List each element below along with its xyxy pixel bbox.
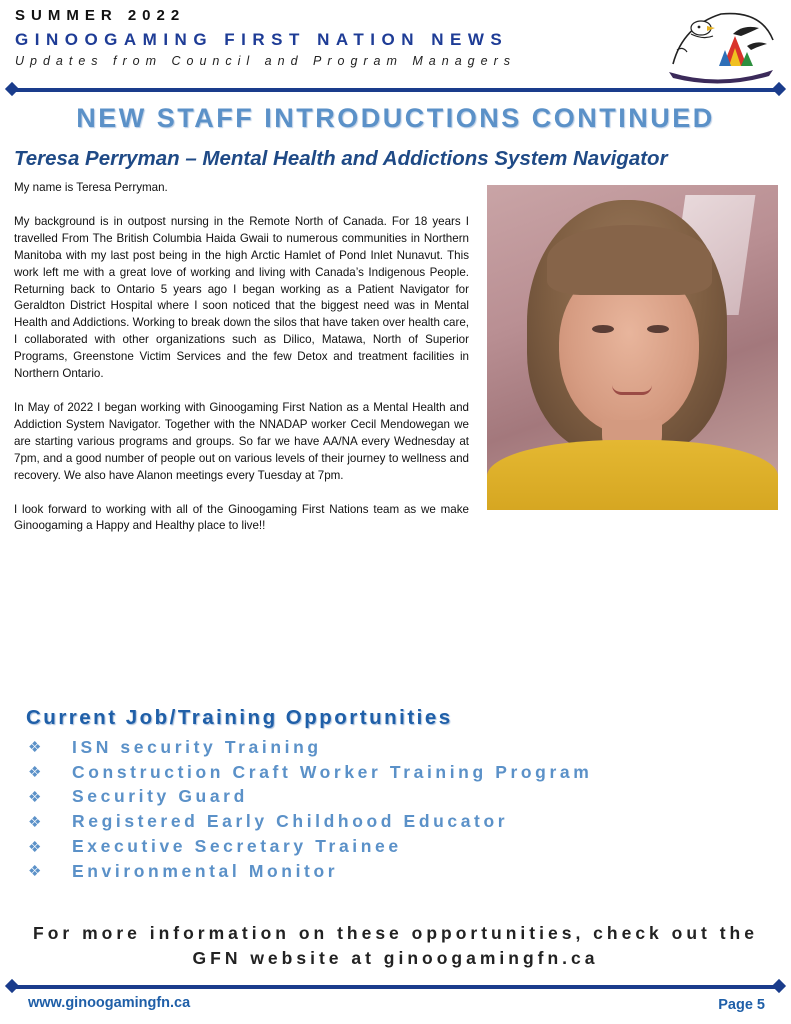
ginoogaming-logo-icon — [663, 6, 779, 84]
staff-introduction — [14, 180, 469, 552]
background-paragraph: My background is in outpost nursing in the Remote North of Canada. For 18 years I travelled From The British Columbia Haida Gwaii to numerous communities in Northern Manitoba with my last post being in the high Arctic Hamlet of Pond Inlet Nunavut. This work left me with a great love of working and living with Canada’s Indigenous People. Returning back to Ontario 5 years ago I began working as a Patient Navigator for Geraldton District Hospital where I soon noticed that the biggest need was in Mental Health and Addictions. Working to break down the silos that have taken over health care, I collaborated with other organizations such as Dilico, Matawa, North of Superior Programs, Greenstone Victim Services and the few Detox and treatment facilities in Northern Ontario. — [14, 214, 469, 381]
newsletter-subtitle: Updates from Council and Program Managers — [15, 54, 516, 68]
issue-season: SUMMER 2022 — [15, 7, 186, 24]
list-item — [28, 809, 592, 834]
job-label: Environmental Monitor — [72, 860, 339, 881]
list-item — [28, 834, 592, 859]
page-number: Page 5 — [718, 997, 765, 1013]
staff-heading: Teresa Perryman – Mental Health and Addictions System Navigator — [14, 147, 668, 170]
current-work-paragraph: In May of 2022 I began working with Ginoogaming First Nation as a Mental Health and Addiction System Navigator. Together with the NNADAP worker Cecil Mendowegan we are starting various programs and groups. So far we have AA/NA every Wednesday at 7pm, and a good number of people out on various levels of their journey to wellness and recovery. We also have Alanon meetings every Tuesday at 7pm. — [14, 400, 469, 482]
job-label: ISN security Training — [72, 736, 322, 757]
closing-paragraph: I look forward to working with all of the Ginoogaming First Nations team as we make Ginoogaming a Happy and Healthy place to live!! — [14, 502, 469, 533]
header-divider — [12, 88, 779, 92]
diamond-bullet-icon: ❖ — [28, 739, 42, 757]
job-label: Security Guard — [72, 786, 248, 807]
footer-divider — [12, 985, 779, 989]
list-item — [28, 760, 592, 785]
intro-paragraph: My name is Teresa Perryman. — [14, 181, 168, 194]
section-title: NEW STAFF INTRODUCTIONS CONTINUED — [76, 103, 715, 133]
diamond-bullet-icon: ❖ — [28, 813, 42, 831]
list-item — [28, 785, 592, 810]
jobs-list — [28, 735, 592, 884]
job-label: Executive Secretary Trainee — [72, 836, 402, 857]
diamond-bullet-icon: ❖ — [28, 788, 42, 806]
job-label: Registered Early Childhood Educator — [72, 811, 509, 832]
newsletter-header — [0, 0, 791, 100]
newsletter-title: GINOOGAMING FIRST NATION NEWS — [15, 30, 509, 49]
diamond-bullet-icon: ❖ — [28, 863, 42, 881]
jobs-section-title: Current Job/Training Opportunities — [26, 706, 453, 729]
job-label: Construction Craft Worker Training Program — [72, 761, 593, 782]
more-info-line-1: For more information on these opportunities, check out the — [33, 923, 758, 943]
website-link[interactable]: www.ginoogamingfn.ca — [28, 995, 191, 1011]
more-info-line-2: GFN website at ginoogamingfn.ca — [192, 948, 599, 968]
staff-portrait-photo — [487, 185, 778, 510]
diamond-bullet-icon: ❖ — [28, 838, 42, 856]
list-item — [28, 859, 592, 884]
more-info-note — [0, 921, 791, 971]
list-item — [28, 735, 592, 760]
diamond-bullet-icon: ❖ — [28, 764, 42, 782]
